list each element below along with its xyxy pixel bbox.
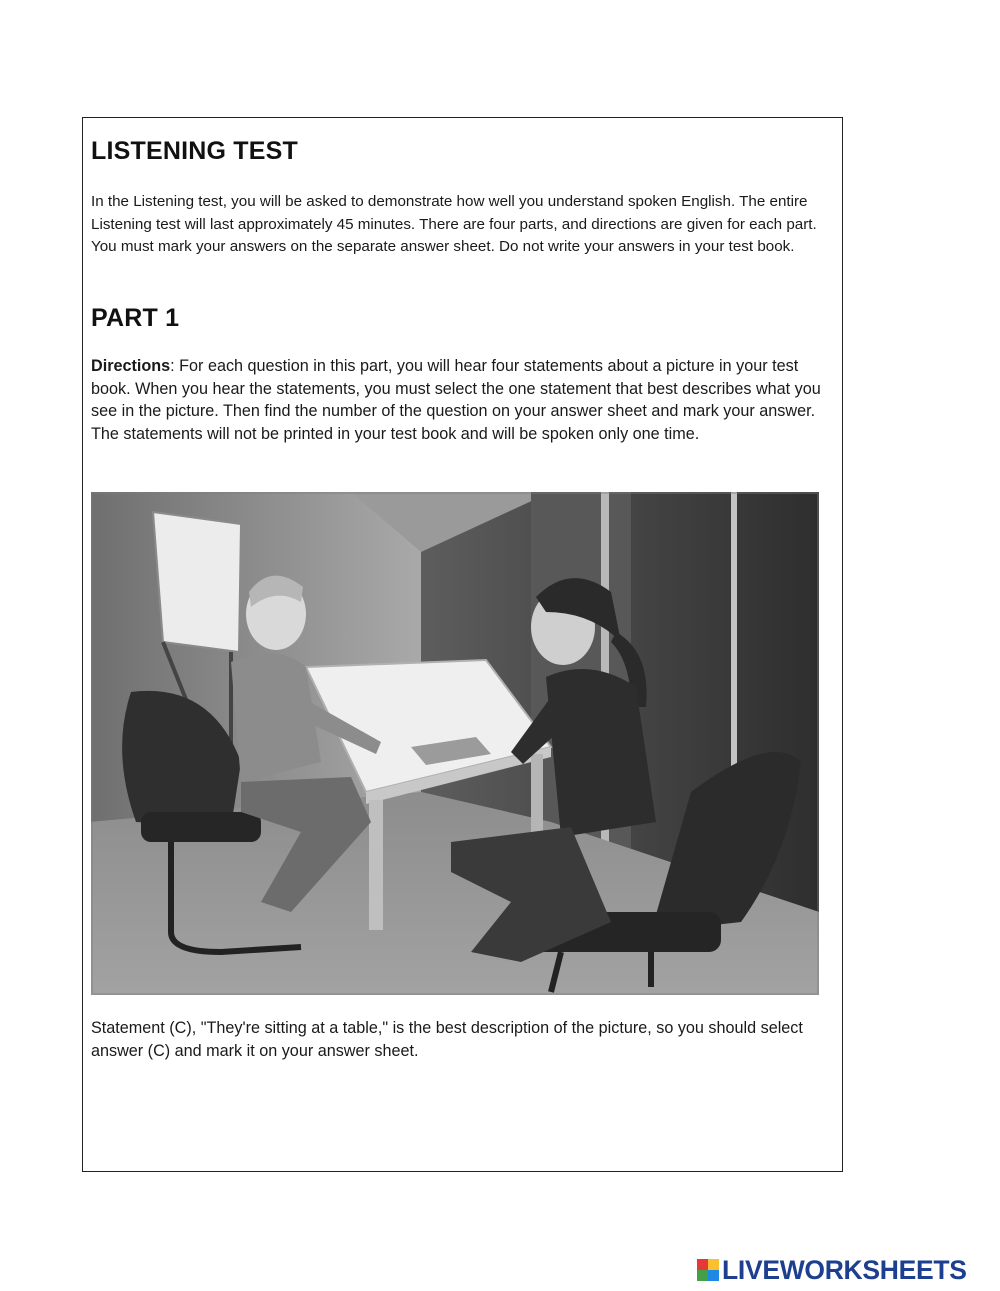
logo-text: LIVEWORKSHEETS	[722, 1254, 967, 1285]
photo-two-women-at-table	[91, 492, 819, 995]
directions-paragraph	[91, 355, 839, 445]
logo-tile-yellow	[708, 1259, 719, 1270]
photo-illustration	[91, 492, 819, 995]
logo-tile-red	[697, 1259, 708, 1270]
intro-paragraph: In the Listening test, you will be asked to demonstrate how well you understand spoken English. The entire Listening test will last approximately 45 minutes. There are four parts, and directions are given for each part. You must mark your answers on the separate answer sheet. Do not write your answers in your test book.	[91, 193, 817, 255]
page-title: LISTENING TEST	[91, 137, 298, 165]
part-title: PART 1	[91, 304, 180, 332]
liveworksheets-logo	[697, 1254, 967, 1286]
logo-tile-green	[697, 1270, 708, 1281]
statement-paragraph: Statement (C), "They're sitting at a table," is the best description of the picture, so you should select answer (C) and mark it on your answer sheet.	[91, 1019, 803, 1060]
directions-text: : For each question in this part, you will hear four statements about a picture in your test book. When you hear the statements, you must select the one statement that best describes what you see in the picture. Then find the number of the question on your answer sheet and mark your answer. The statements will not be printed in your test book and will be spoken only one time.	[91, 357, 821, 443]
liveworksheets-logo-icon	[697, 1259, 719, 1281]
directions-label: Directions	[91, 357, 171, 375]
logo-tile-blue	[708, 1270, 719, 1281]
